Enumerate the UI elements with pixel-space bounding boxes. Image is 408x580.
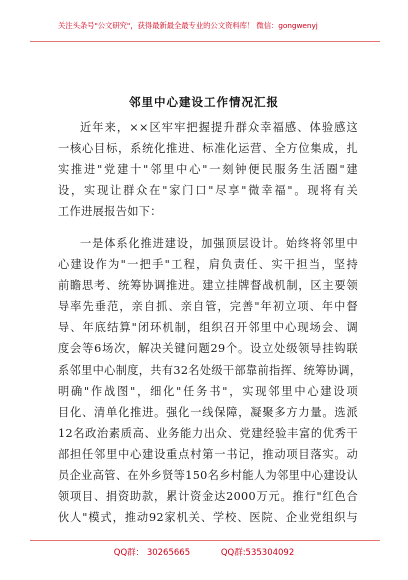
document-body xyxy=(58,117,362,528)
paragraph-1-line-3: 实推进"党建十"邻里中心"一刻钟便民服务生活圈"建 xyxy=(58,163,358,177)
footer-divider xyxy=(30,540,380,541)
paragraph-1-line-1: 近年来，××区牢牢把握提升群众幸福感、体验感这 xyxy=(80,121,358,134)
paragraph-2-line-5: 导、年底结算"闭环机制，组织召开邻里中心现场会、调 xyxy=(58,321,358,335)
paragraph-2-line-12: 员企业高管、在外乡贤等150名乡村能人为邻里中心建设认 xyxy=(58,469,358,482)
paragraph-2-line-8: 明确"作战图"，细化"任务书"，实现邻里中心建设项 xyxy=(58,384,358,398)
document-title: 邻里中心建设工作情况汇报 xyxy=(129,95,279,109)
paragraph-1-line-4: 设，实现让群众在"家门口"尽享"微幸福"。现将有关 xyxy=(58,184,358,198)
paragraph-2-line-11: 部担任邻里中心建设重点村第一书记，推动项目落实。动 xyxy=(58,447,358,461)
footer-qq-group-2: QQ群:535304092 xyxy=(220,548,295,558)
footer-qq-group-1: QQ群： 30265665 xyxy=(113,548,191,558)
paragraph-2-line-13: 领项目、捐资助款，累计资金达2000万元。推行"红色合 xyxy=(58,490,358,504)
footer-contact xyxy=(0,546,408,558)
paragraph-2-line-2: 心建设作为"一把手"工程，肩负责任、实干担当，坚持 xyxy=(58,258,358,272)
paragraph-2-line-4: 导率先垂范，亲自抓、亲自管，完善"年初立项、年中督 xyxy=(58,300,358,314)
header-divider xyxy=(30,41,380,42)
header-notice: 关注头条号"公文研究"，获得最新最全最专业的公文资料库！ 微信：gongwenyj xyxy=(58,21,318,30)
paragraph-2-line-1: 一是体系化推进建设，加强顶层设计。始终将邻里中 xyxy=(80,236,358,250)
paragraph-2-line-9: 目化、清单化推进。强化一线保障，凝聚多方力量。选派 xyxy=(58,405,358,419)
paragraph-2-line-6: 度会等6场次，解决关键问题29个。设立处级领导挂钩联 xyxy=(58,342,358,356)
paragraph-gap xyxy=(58,222,358,233)
paragraph-2-line-10: 12名政治素质高、业务能力出众、党建经验丰富的优秀干 xyxy=(58,426,358,440)
paragraph-1-line-5: 工作进展报告如下： xyxy=(58,205,162,219)
paragraph-2-line-7: 系邻里中心制度，共有32名处级干部靠前指挥、统筹协调， xyxy=(58,363,362,377)
paragraph-1-line-2: 一核心目标，系统化推进、标准化运营、全方位集成，扎 xyxy=(58,142,358,156)
paragraph-2-line-14: 伙人"模式，推动92家机关、学校、医院、企业党组织与 xyxy=(58,511,358,525)
paragraph-2-line-3: 前瞻思考、统筹协调推进。建立挂牌督战机制，区主要领 xyxy=(58,279,358,293)
